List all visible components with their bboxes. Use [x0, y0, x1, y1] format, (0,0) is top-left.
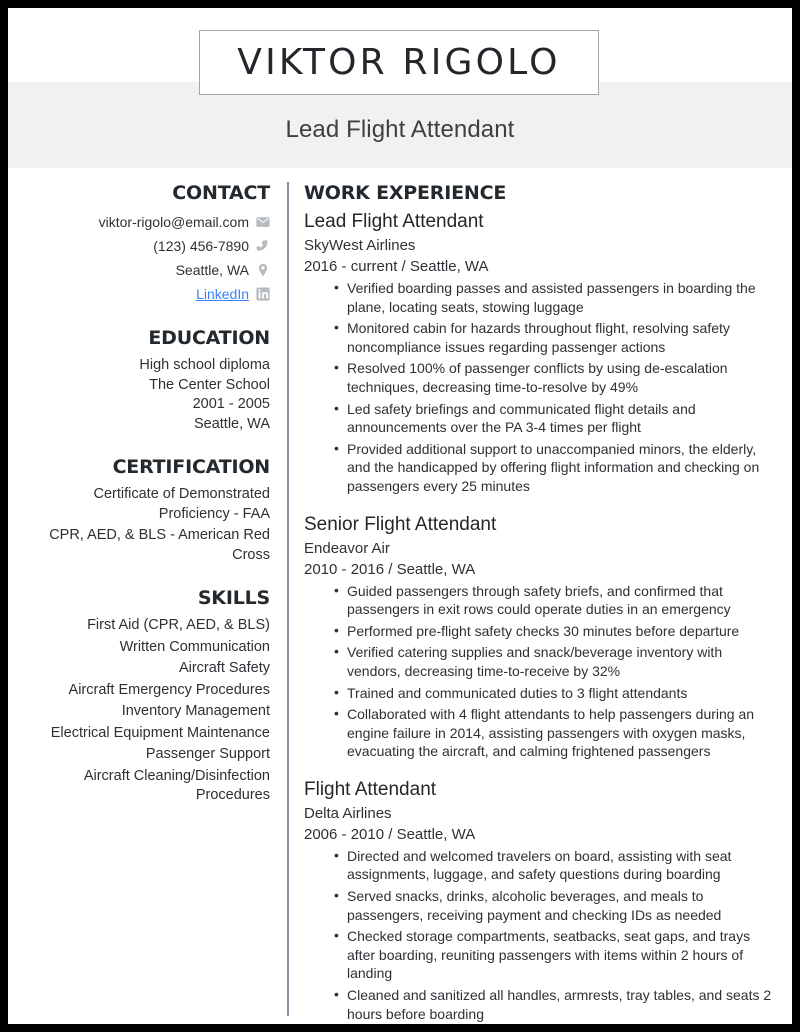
work-experience-heading: WORK EXPERIENCE	[304, 182, 507, 204]
job-entry	[304, 512, 774, 761]
job-entry	[304, 777, 774, 1023]
list-item: • Verified catering supplies and snack/beverage inventory with vendors, decreasing time-to-receive by 32%	[334, 643, 774, 680]
list-item: • Trained and communicated duties to 3 flight attendants	[334, 684, 774, 703]
education-section	[26, 327, 270, 434]
list-item: • Collaborated with 4 flight attendants to help passengers during an engine failure in 2014, assisting passengers with oxygen masks, evacuating the aircraft, and calming frightened passengers	[334, 705, 774, 761]
list-item: Aircraft Safety	[178, 660, 270, 676]
list-item: • Checked storage compartments, seatbacks, seat gaps, and trays after boarding, reuniting passengers with items within 2 hours of landing	[334, 927, 774, 983]
list-item: • Verified boarding passes and assisted passengers in boarding the plane, locating seats, stowing luggage	[334, 279, 774, 316]
education-school: The Center School	[149, 376, 270, 393]
job-bullets	[304, 279, 774, 496]
list-item: • Directed and welcomed travelers on board, assisting with seat assignments, luggage, and safety questions during boarding	[334, 847, 774, 884]
education-degree: High school diploma	[139, 357, 270, 373]
resume-page	[8, 8, 792, 1024]
column-divider	[287, 182, 289, 1016]
contact-item-email	[26, 211, 270, 233]
job-bullets	[304, 847, 774, 1023]
linkedin-link[interactable]: LinkedIn	[196, 286, 249, 302]
job-company: Endeavor Air	[304, 539, 390, 557]
email-text: viktor-rigolo@email.com	[98, 214, 249, 230]
list-item: • Resolved 100% of passenger conflicts by using de-escalation techniques, decreasing time-to-resolve by 49%	[334, 359, 774, 396]
list-item: • Monitored cabin for hazards throughout flight, resolving safety noncompliance issues regarding passenger actions	[334, 319, 774, 356]
job-meta: 2016 - current / Seattle, WA	[304, 258, 489, 275]
map-pin-icon	[256, 263, 270, 277]
location-text: Seattle, WA	[175, 262, 249, 278]
phone-text: (123) 456-7890	[153, 238, 249, 254]
contact-item-location	[26, 259, 270, 281]
list-item: Certificate of Demonstrated Proficiency - FAA	[93, 486, 270, 522]
list-item: • Served snacks, drinks, alcoholic beverages, and meals to passengers, receiving payment and checking IDs as needed	[334, 887, 774, 924]
list-item: • Provided additional support to unaccompanied minors, the elderly, and the handicapped by offering flight information and checking on passengers every 25 minutes	[334, 440, 774, 496]
job-title: Flight Attendant	[304, 778, 437, 800]
job-meta: 2010 - 2016 / Seattle, WA	[304, 560, 476, 578]
phone-icon	[256, 239, 270, 253]
certification-section	[26, 456, 270, 565]
list-item: First Aid (CPR, AED, & BLS)	[87, 617, 270, 633]
certification-heading: CERTIFICATION	[112, 456, 270, 478]
page-title: VIKTOR RIGOLO	[237, 42, 561, 83]
job-subtitle: Lead Flight Attendant	[285, 116, 515, 143]
contact-heading: CONTACT	[172, 182, 270, 204]
contact-item-linkedin[interactable]	[26, 283, 270, 305]
list-item: Aircraft Emergency Procedures	[68, 681, 270, 698]
contact-item-phone	[26, 235, 270, 257]
job-bullets	[304, 582, 774, 761]
job-meta: 2006 - 2010 / Seattle, WA	[304, 825, 476, 843]
linkedin-icon[interactable]	[256, 287, 270, 301]
list-item: • Performed pre-flight safety checks 30 minutes before departure	[334, 622, 774, 641]
work-experience-section	[304, 182, 774, 1024]
job-entry	[304, 209, 774, 496]
list-item: Electrical Equipment Maintenance	[50, 724, 270, 741]
envelope-icon	[256, 215, 270, 229]
job-title: Lead Flight Attendant	[304, 211, 484, 232]
list-item: Passenger Support	[145, 746, 270, 762]
job-title: Senior Flight Attendant	[304, 513, 497, 535]
list-item: Inventory Management	[121, 703, 270, 719]
job-company: Delta Airlines	[304, 804, 392, 822]
education-dates: 2001 - 2005	[192, 396, 270, 412]
list-item: CPR, AED, & BLS - American Red Cross	[49, 527, 270, 563]
list-item: • Guided passengers through safety briefs, and confirmed that passengers in exit rows could operate duties in an emergency	[334, 582, 774, 619]
education-location: Seattle, WA	[193, 415, 270, 432]
skills-section	[26, 587, 270, 806]
list-item: • Cleaned and sanitized all handles, armrests, tray tables, and seats 2 hours before boarding	[334, 986, 774, 1023]
contact-section	[26, 182, 270, 305]
education-heading: EDUCATION	[148, 327, 270, 349]
name-box	[199, 30, 599, 95]
list-item: Aircraft Cleaning/Disinfection Procedures	[83, 767, 270, 803]
job-company: SkyWest Airlines	[304, 237, 416, 254]
list-item: • Led safety briefings and communicated flight details and announcements over the PA 3-4 times per flight	[334, 400, 774, 437]
sidebar	[26, 182, 270, 828]
list-item: Written Communication	[119, 638, 270, 655]
skills-heading: SKILLS	[197, 587, 270, 609]
